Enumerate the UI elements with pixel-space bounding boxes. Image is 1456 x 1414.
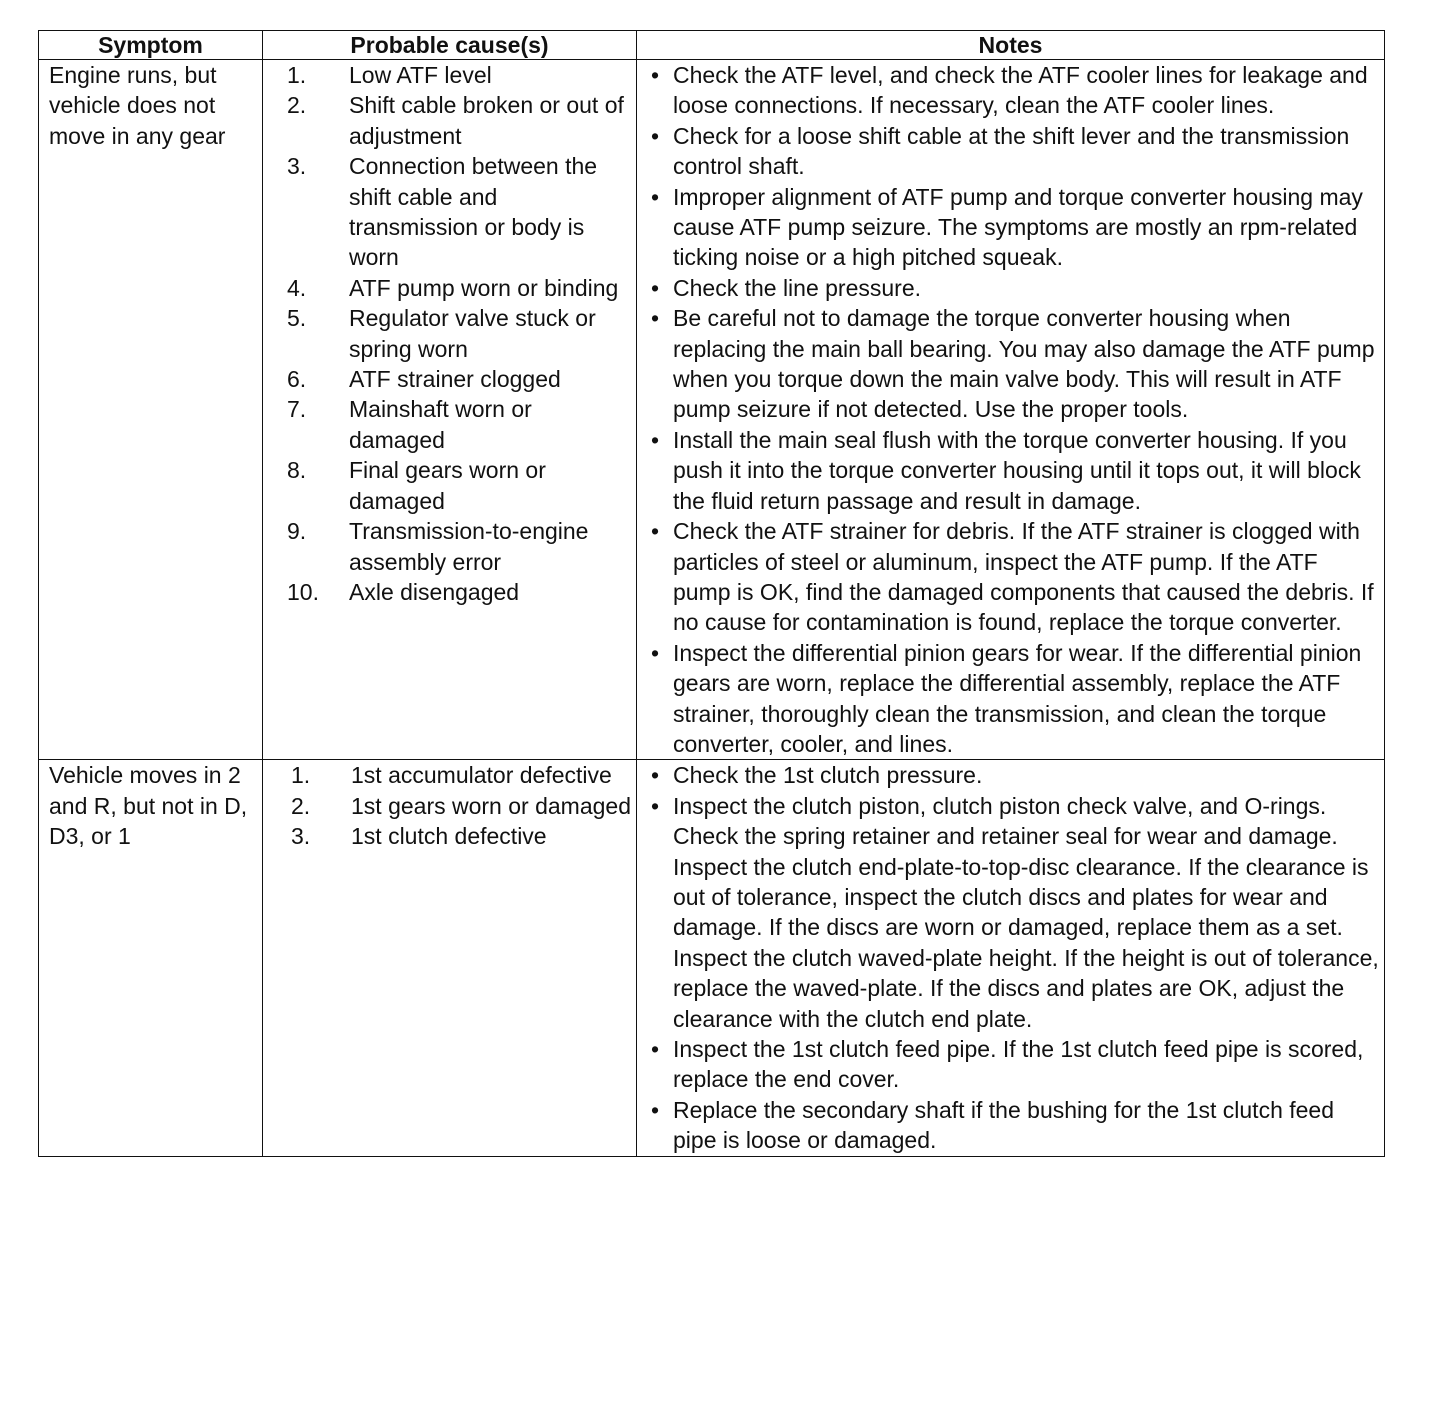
cause-text: Shift cable broken or out of adjustment xyxy=(349,92,624,149)
note-text: Inspect the differential pinion gears for wear. If the differential pinion gears are worn, replace the differential assembly, replace the ATF strainer, thoroughly clean the transmission, and clean the torque converter, cooler, and lines. xyxy=(673,639,1362,757)
troubleshooting-table xyxy=(38,30,1385,1157)
cause-text: 1st accumulator defective xyxy=(351,762,612,789)
cause-text: Low ATF level xyxy=(349,62,492,88)
bullet-icon: • xyxy=(651,183,660,210)
note-text: Check the 1st clutch pressure. xyxy=(673,762,983,789)
cause-number: 4. xyxy=(287,274,307,301)
cause-text: Regulator valve stuck or spring worn xyxy=(349,305,596,362)
cause-number: 3. xyxy=(287,153,307,180)
bullet-icon: • xyxy=(651,1096,660,1123)
cause-list xyxy=(263,760,632,851)
note-text: Check the line pressure. xyxy=(673,274,922,301)
bullet-icon: • xyxy=(651,426,660,453)
cause-item xyxy=(263,303,632,364)
cause-item xyxy=(263,90,632,151)
note-item xyxy=(637,273,1380,303)
symptom-cell: Engine runs, but vehicle does not move in any gear xyxy=(39,60,263,760)
note-text: Be careful not to damage the torque converter housing when replacing the main ball bearing. You may also damage the ATF pump when you torque down the main valve body. This will result in ATF pump seizure if not detected. Use the proper tools. xyxy=(673,305,1375,423)
notes-cell xyxy=(637,60,1385,760)
cause-item xyxy=(263,760,632,790)
cause-number: 2. xyxy=(287,92,307,119)
note-text: Check for a loose shift cable at the shift lever and the transmission control shaft. xyxy=(673,122,1350,180)
cause-text: Connection between the shift cable and transmission or body is worn xyxy=(349,153,598,271)
note-text: Inspect the 1st clutch feed pipe. If the 1st clutch feed pipe is scored, replace the end cover. xyxy=(673,1036,1364,1093)
cause-text: 1st gears worn or damaged xyxy=(351,792,631,819)
cause-text: Transmission-to-engine assembly error xyxy=(349,518,589,575)
cause-text: ATF pump worn or binding xyxy=(349,274,619,301)
cause-number: 6. xyxy=(287,366,307,393)
causes-cell xyxy=(263,60,637,760)
bullet-icon: • xyxy=(651,639,660,666)
note-list xyxy=(637,760,1380,1155)
bullet-icon: • xyxy=(651,792,660,819)
note-item xyxy=(637,303,1380,425)
note-item xyxy=(637,1095,1380,1156)
note-item xyxy=(637,182,1380,273)
note-text: Replace the secondary shaft if the bushing for the 1st clutch feed pipe is loose or damaged. xyxy=(673,1096,1335,1154)
cause-number: 7. xyxy=(287,396,307,423)
cause-item xyxy=(263,516,632,577)
cause-item xyxy=(263,791,632,821)
note-item xyxy=(637,760,1380,790)
cause-number: 1. xyxy=(287,62,307,88)
note-text: Improper alignment of ATF pump and torque converter housing may cause ATF pump seizure. The symptoms are mostly an rpm-related ticking noise or a high pitched squeak. xyxy=(673,183,1363,271)
bullet-icon: • xyxy=(651,305,660,332)
cause-text: Axle disengaged xyxy=(349,578,520,605)
header-notes: Notes xyxy=(637,31,1385,60)
causes-cell xyxy=(263,760,637,1156)
note-text: Check the ATF level, and check the ATF cooler lines for leakage and loose connections. If necessary, clean the ATF cooler lines. xyxy=(673,62,1368,119)
bullet-icon: • xyxy=(651,518,660,545)
cause-list xyxy=(263,60,632,607)
cause-item xyxy=(263,394,632,455)
cause-number: 9. xyxy=(287,518,307,545)
cause-text: 1st clutch defective xyxy=(351,823,547,850)
note-item xyxy=(637,638,1380,760)
note-item xyxy=(637,60,1380,121)
bullet-icon: • xyxy=(651,1036,660,1062)
bullet-icon: • xyxy=(651,62,660,88)
cause-item xyxy=(263,455,632,516)
cause-number: 10. xyxy=(287,578,319,605)
header-row xyxy=(39,31,1385,60)
note-list xyxy=(637,60,1380,759)
notes-cell xyxy=(637,760,1385,1156)
cause-item xyxy=(263,821,632,851)
cause-text: Mainshaft worn or damaged xyxy=(349,396,532,453)
note-text: Inspect the clutch piston, clutch piston check valve, and O-rings. Check the spring retainer and retainer seal for wear and damage. Inspect the clutch end-plate-to-top-disc clearance. If the clearance is out of tolerance, inspect the clutch discs and plates for wear and damage. If the discs are worn or damaged, replace them as a set. Inspect the clutch waved-plate height. If the height is out of tolerance, replace the waved-plate. If the discs and plates are OK, adjust the clearance with the clutch end plate. xyxy=(673,792,1379,1032)
cause-text: Final gears worn or damaged xyxy=(349,457,546,514)
cause-item xyxy=(263,60,632,90)
header-probable-causes: Probable cause(s) xyxy=(263,31,637,60)
cause-number: 8. xyxy=(287,457,307,484)
symptom-cell: Vehicle moves in 2 and R, but not in D, D3, or 1 xyxy=(39,760,263,1156)
cause-number: 2. xyxy=(291,792,311,819)
cause-number: 5. xyxy=(287,305,307,332)
bullet-icon: • xyxy=(651,122,660,149)
note-item xyxy=(637,516,1380,638)
note-item xyxy=(637,425,1380,516)
cause-item xyxy=(263,577,632,607)
cause-number: 1. xyxy=(291,762,311,789)
cause-item xyxy=(263,273,632,303)
table-row xyxy=(39,760,1385,1156)
note-item xyxy=(637,791,1380,1034)
cause-item xyxy=(263,364,632,394)
cause-number: 3. xyxy=(291,823,311,850)
note-text: Install the main seal flush with the torque converter housing. If you push it into the torque converter housing until it tops out, it will block the fluid return passage and result in damage. xyxy=(673,426,1361,514)
header-symptom: Symptom xyxy=(39,31,263,60)
note-item xyxy=(637,1034,1380,1095)
cause-item xyxy=(263,151,632,273)
bullet-icon: • xyxy=(651,274,660,301)
table-row xyxy=(39,60,1385,760)
note-text: Check the ATF strainer for debris. If the ATF strainer is clogged with particles of steel or aluminum, inspect the ATF pump. If the ATF pump is OK, find the damaged components that caused the debris. If no cause for contamination is found, replace the torque converter. xyxy=(673,518,1374,636)
bullet-icon: • xyxy=(651,762,660,789)
note-item xyxy=(637,121,1380,182)
cause-text: ATF strainer clogged xyxy=(349,366,561,393)
